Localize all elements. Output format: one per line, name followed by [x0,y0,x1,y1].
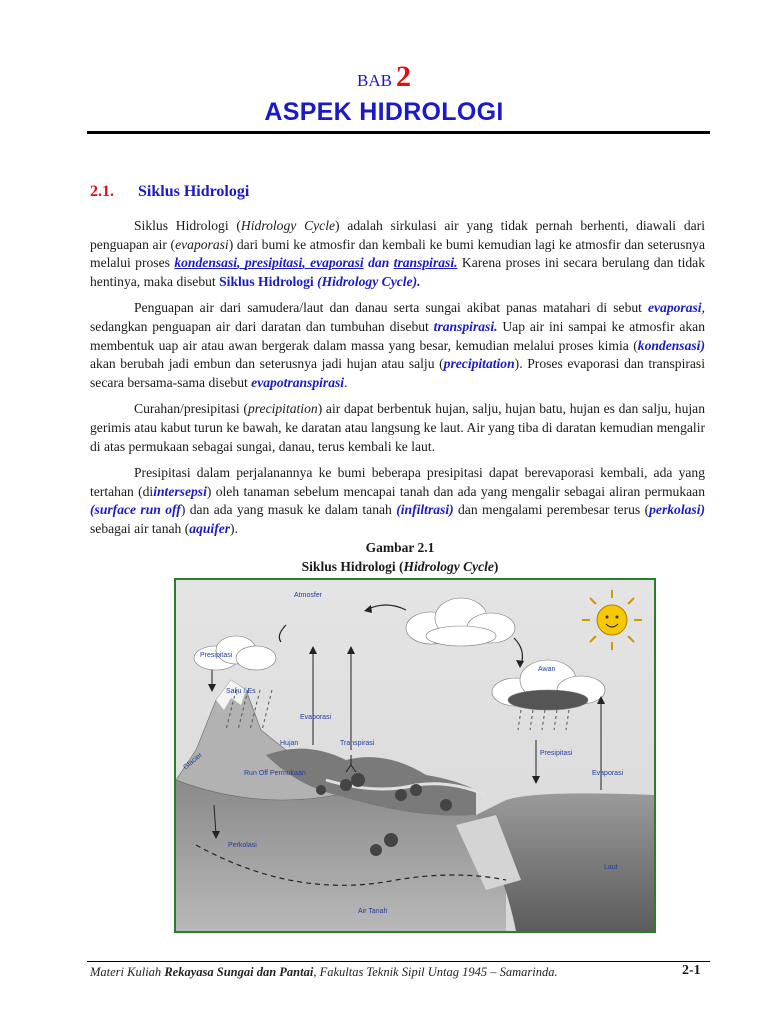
keyword-sep: , [237,255,245,271]
keyword: evaporasi [647,300,702,316]
hydrologic-cycle-figure [174,578,656,933]
section-heading [90,183,249,201]
keyword: transpirasi. [433,318,498,334]
text: ). Proses evaporasi dan transpirasi secara bersama-sama disebut [90,356,705,390]
keyword: precipitation [443,356,515,372]
paragraph-2 [90,299,705,392]
label-run-off: Run Off Permukaan [244,770,306,777]
footer-rule [87,961,710,962]
text: akan berubah jadi embun dan seterusnya jadi hujan atau salju ( [90,356,444,372]
caption-text: Siklus Hidrologi ( [301,559,404,574]
keyword: Siklus Hidrologi [219,273,314,289]
text: Uap air ini sampai ke atmosfir akan membentuk uap air atau awan bergerak dalam massa yang besar, kemudian melalui proses kimia ( [90,318,705,353]
text: Karena proses ini secara berulang dan tidak hentinya, maka disebut [90,255,706,289]
text: ) dari bumi ke atmosfir dan kembali ke bumi kemudian lagi ke atmosfir dan seterusnya melalui proses [90,236,705,271]
footer-part: , Fakultas Teknik Sipil Untag 1945 – Samarinda. [313,965,558,979]
text: ) air dapat berbentuk hujan, salju, hujan batu, hujan es dan salju, hujan gerimis atau kabut turun ke bawah, ke daratan atau langsung ke laut. Air yang tiba di daratan kemudian mengalir di atas permukaan sebagai sungai, danau, terus kembali ke laut. [90,401,705,454]
term: Hidrology Cycle [240,218,336,233]
label-presipitasi-right: Presipitasi [540,750,573,757]
keyword: (surface run off [90,502,181,518]
keyword-sep: dan [363,255,394,271]
chapter-heading [0,60,768,94]
label-hujan: Hujan [280,740,299,747]
text: Penguapan air dari samudera/laut dan danau serta sungai akibat panas matahari di sebut [134,300,648,316]
label-air-tanah: Air Tanah [358,908,388,915]
paragraph-3 [90,400,705,456]
text: ) adalah sirkulasi air yang tidak pernah berhenti, diawali dari penguapan air ( [90,218,705,252]
text: Siklus Hidrologi ( [134,218,241,233]
keyword: (infiltrasi) [396,502,454,518]
section-number: 2.1. [90,183,114,200]
text: , sedangkan penguapan air dari daratan dan tumbuhan disebut [90,300,705,334]
hydrologic-cycle-illustration [176,580,654,931]
caption-title [0,557,768,576]
label-evaporasi-mid: Evaporasi [300,714,332,721]
caption-term: Hidrology Cycle [403,559,494,574]
chapter-title: ASPEK HIDROLOGI [264,98,504,126]
text: dan mengalami perembesar terus ( [453,502,650,518]
label-transpirasi: Transpirasi [340,740,375,747]
footer-course: Rekayasa Sungai dan Pantai [164,965,314,979]
text: ) dan ada yang masuk ke dalam tanah [180,502,397,518]
keyword: evaporasi [310,255,364,271]
keyword: aquifer [189,520,231,536]
bab-label: BAB [357,71,392,90]
page-number: 2-1 [682,963,701,978]
footer-part: Materi Kuliah [90,965,165,979]
text: . [344,374,348,390]
keyword: (Hidrology Cycle). [313,273,421,289]
keyword: kondensasi [174,255,238,271]
term: evaporasi [175,236,229,252]
keyword: perkolasi) [649,502,705,518]
label-perkolasi: Perkolasi [228,842,257,849]
text: sebagai air tanah ( [90,520,190,536]
label-evaporasi-right: Evaporasi [592,770,624,777]
label-salju-es: Salju / Es [226,688,256,695]
label-atmosfer: Atmosfer [294,592,323,599]
figure-caption [0,538,768,576]
caption-number: Gambar 2.1 [365,540,435,555]
title-rule [87,131,710,134]
label-presipitasi-left: Presipitasi [200,652,233,659]
text: Curahan/presipitasi ( [134,401,248,417]
footer-text [90,965,558,980]
keyword: evapotranspirasi [251,374,345,390]
label-awan: Awan [538,666,556,673]
keyword-sep: , [302,255,311,271]
body-text [90,217,705,547]
section-title: Siklus Hidrologi [138,183,250,200]
caption-text: ) [493,559,499,574]
text: Presipitasi dalam perjalanannya ke bumi beberapa presipitasi dapat berevaporasi kembali, ada yang tertahan (di [90,465,705,499]
keyword: kondensasi) [637,337,705,353]
text: ). [230,520,238,536]
paragraph-1 [90,217,705,291]
keyword: presipitasi [244,255,303,271]
term: precipitation [247,401,318,417]
bab-number: 2 [395,60,411,93]
keyword: intersepsi [153,483,207,499]
label-laut: Laut [604,864,618,871]
keyword: transpirasi. [393,255,458,271]
text: ) oleh tanaman sebelum mencapai tanah dan ada yang mengalir sebagai aliran permukaan [206,483,705,499]
paragraph-4 [90,464,705,538]
label-glacier: Glacier [182,751,204,772]
